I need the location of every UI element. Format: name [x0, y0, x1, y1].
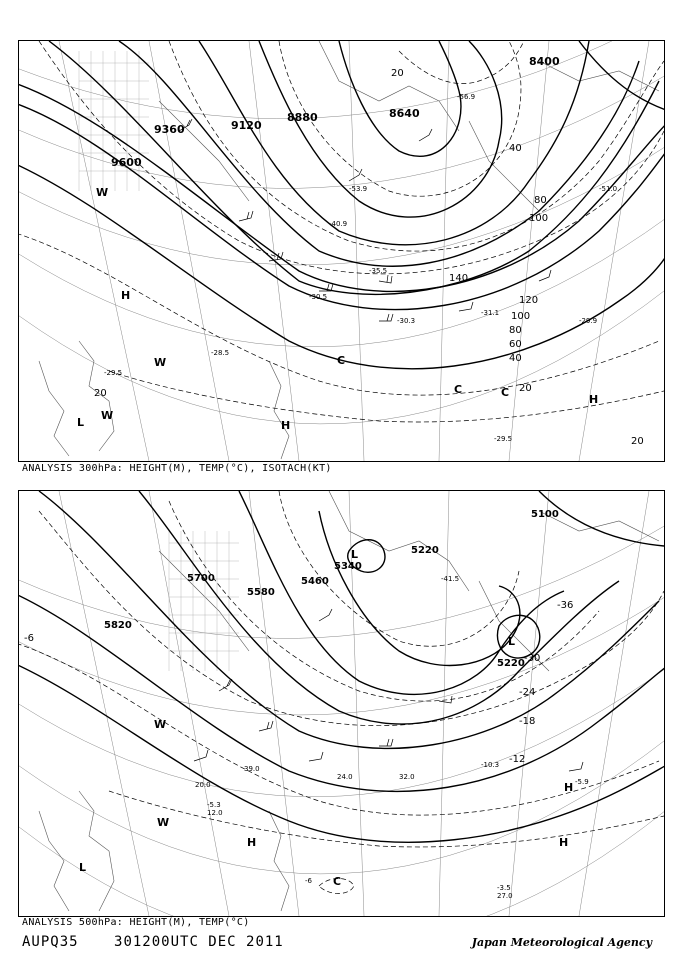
- caption-500hpa: ANALYSIS 500hPa: HEIGHT(M), TEMP(°C): [22, 917, 250, 928]
- isotach-label: 40: [509, 143, 522, 154]
- temp-label: -28.5: [211, 349, 230, 357]
- temp-value: -5.9: [575, 778, 589, 786]
- cold-center: C: [337, 354, 346, 367]
- warm-center: W: [154, 356, 167, 369]
- low-center: L: [351, 548, 359, 561]
- height-label: 5340: [334, 561, 362, 572]
- temp-label: -51.0: [599, 185, 618, 193]
- height-label: 8640: [389, 107, 420, 120]
- isotach-label: 20: [519, 383, 532, 394]
- temp-label: -30.5: [309, 293, 328, 301]
- station-value: 32.0: [399, 773, 415, 781]
- agency-name: Japan Meteorological Agency: [471, 936, 652, 949]
- warm-center: W: [154, 718, 167, 731]
- temp-value: -10.3: [481, 761, 500, 769]
- height-label: 5220: [497, 658, 525, 669]
- temp-label: -30: [524, 653, 541, 664]
- low-center: L: [79, 861, 87, 874]
- temp-value: -6: [305, 877, 312, 885]
- station-value: 20.0: [195, 781, 211, 789]
- temp-label: -29.5: [494, 435, 513, 443]
- height-contours: [19, 41, 664, 369]
- height-labels: [111, 55, 560, 169]
- product-code: AUPQ35: [22, 934, 79, 950]
- cold-center: C: [501, 386, 510, 399]
- isotach-label: 100: [511, 311, 531, 322]
- high-center: H: [559, 836, 569, 849]
- height-label: 5820: [104, 620, 132, 631]
- pressure-centers: [79, 548, 573, 888]
- temp-label: -36: [557, 600, 574, 611]
- height-label: 5220: [411, 545, 439, 556]
- temp-label: -53.9: [349, 185, 368, 193]
- high-center: H: [247, 836, 257, 849]
- map-300hpa: [18, 40, 665, 462]
- temperature-contours: [19, 491, 664, 894]
- height-label: 5700: [187, 573, 215, 584]
- warm-center: W: [101, 409, 114, 422]
- hatch-area: [169, 531, 239, 671]
- low-center: L: [508, 635, 516, 648]
- height-label: 9120: [231, 119, 262, 132]
- cold-center: C: [333, 875, 342, 888]
- high-center: H: [589, 393, 599, 406]
- height-label: 5460: [301, 576, 329, 587]
- temp-label: -6: [24, 633, 34, 644]
- caption-300hpa: ANALYSIS 300hPa: HEIGHT(M), TEMP(°C), ISOTACH(KT): [22, 463, 332, 474]
- station-value: 24.0: [337, 773, 353, 781]
- isotach-label: 20: [631, 436, 644, 447]
- temp-label: -29.9: [579, 317, 598, 325]
- temp-label: -18: [519, 716, 536, 727]
- height-label: 8400: [529, 55, 560, 68]
- wind-barbs: [179, 119, 551, 321]
- temp-label: -31.1: [481, 309, 500, 317]
- isotach-label: 140: [449, 273, 469, 284]
- isotach-label: 100: [529, 213, 549, 224]
- high-center: H: [281, 419, 291, 432]
- high-center: H: [121, 289, 131, 302]
- product-header: [22, 934, 310, 950]
- height-label: 5580: [247, 587, 275, 598]
- station-value: 27.0: [497, 892, 513, 900]
- temp-value: -5.3: [207, 801, 221, 809]
- height-label: 9600: [111, 156, 142, 169]
- isotach-label: 60: [509, 339, 522, 350]
- temp-label: -35.5: [369, 267, 388, 275]
- station-value: 39.0: [244, 765, 260, 773]
- isotach-label: 20: [391, 68, 404, 79]
- temp-label: -12: [509, 754, 526, 765]
- height-labels: [104, 509, 559, 669]
- warm-center: W: [157, 816, 170, 829]
- low-center: L: [77, 416, 85, 429]
- map-500hpa: [18, 490, 665, 917]
- valid-time: 301200UTC DEC 2011: [114, 934, 284, 950]
- isotach-label: 40: [509, 353, 522, 364]
- isotach-label: 120: [519, 295, 539, 306]
- temp-label: -56.9: [457, 93, 476, 101]
- height-label: 5100: [531, 509, 559, 520]
- temp-value: -41.5: [441, 575, 460, 583]
- cold-center: C: [454, 383, 463, 396]
- map-500hpa-canvas: [19, 491, 664, 916]
- graticule: [19, 41, 664, 461]
- temperature-values: [195, 575, 589, 900]
- isotach-label: 20: [94, 388, 107, 399]
- isotach-label: 80: [509, 325, 522, 336]
- temp-value: -3.5: [497, 884, 511, 892]
- coastlines: [39, 41, 659, 459]
- map-300hpa-canvas: [19, 41, 664, 461]
- temp-label: -24: [519, 687, 536, 698]
- isotach-label: 80: [534, 195, 547, 206]
- height-label: 9360: [154, 123, 185, 136]
- station-value: 12.0: [207, 809, 223, 817]
- height-label: 8880: [287, 111, 318, 124]
- temp-label: -30.3: [397, 317, 416, 325]
- temp-label: -40.9: [329, 220, 348, 228]
- warm-center: W: [96, 186, 109, 199]
- high-center: H: [564, 781, 574, 794]
- temp-label: -29.5: [104, 369, 123, 377]
- graticule: [19, 491, 664, 916]
